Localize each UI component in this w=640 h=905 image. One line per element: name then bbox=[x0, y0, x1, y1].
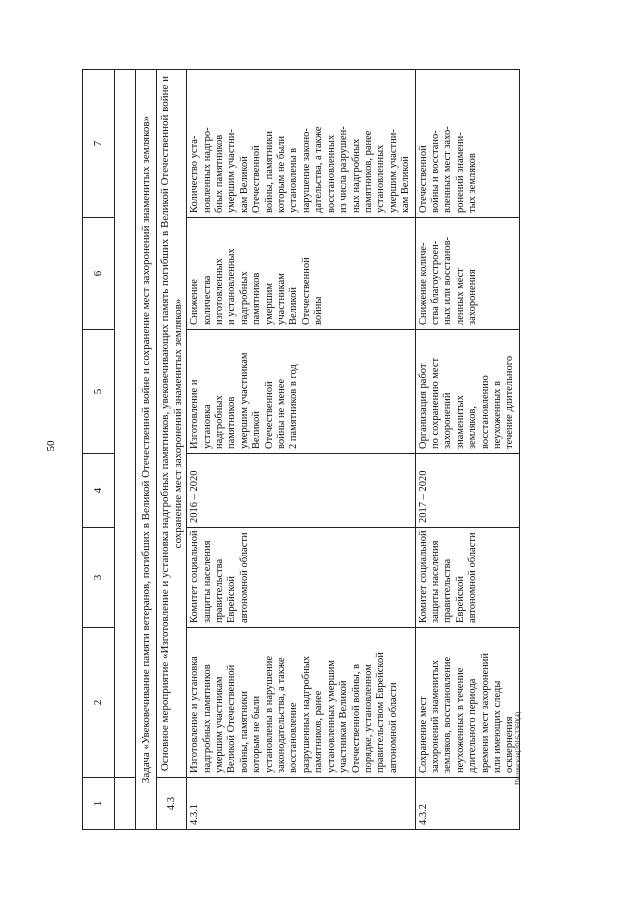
header-cell-1: 1 bbox=[83, 778, 115, 830]
program-table bbox=[82, 69, 520, 830]
blank-cell bbox=[115, 778, 136, 830]
rotated-table-container bbox=[82, 70, 602, 830]
footer-doc-code: Пилинская(2016-3360(4) bbox=[514, 711, 522, 785]
header-cell-7: 7 bbox=[83, 70, 115, 218]
indicator-cell: Количество уста- новленных надгро- бных памятников умершим участни- кам Великой Отечественной войны, памятники которым не были установлены в нарушение законо- дательства, а также восстановленных из числа разрушен- ных надгробных памятников, ранее установленных умершим участни- кам Великой bbox=[187, 70, 415, 218]
header-cell-3: 3 bbox=[83, 528, 115, 628]
period-cell: 2016 – 2020 bbox=[187, 454, 415, 528]
task-row bbox=[136, 70, 157, 830]
header-cell-6: 6 bbox=[83, 218, 115, 330]
executor-cell: Комитет социальной защиты населения правительства Еврейской автономной области bbox=[415, 528, 519, 628]
blank-row bbox=[115, 70, 136, 830]
table-row bbox=[187, 70, 415, 830]
indicator-cell: Отечественной войны и восстано- вленных мест захо- ронений знамени- тых земляков bbox=[415, 70, 519, 218]
row-number: 4.3.2 bbox=[415, 778, 519, 830]
header-row bbox=[83, 70, 115, 830]
main-activity-text: Основное мероприятие «Изготовление и установка надгробных памятников, увековечивающих память погибших в Великой Отечественной войне и сохранение мест захоронений знаменитых земляков» bbox=[157, 70, 187, 778]
result-cell: Изготовление и установка надгробных памятников умершим участникам Великой Отечественной войны не менее 2 памятников в год bbox=[187, 330, 415, 454]
task-title: Задача «Увековечивание памяти ветеранов, погибших в Великой Отечественной войне и сохранение мест захоронений знаменитых земляков» bbox=[136, 70, 157, 830]
activity-cell: Изготовление и установка надгробных памятников умершим участникам Великой Отечественной войны, памятники которым не были установлены в нарушение законодательства, а также восстановление разрушенных надгробных памятников, ранее установленных умершим участникам Великой Отечественной войны, в порядке, установленном правительством Еврейской автономной области bbox=[187, 628, 415, 778]
header-cell-5: 5 bbox=[83, 330, 115, 454]
blank-span-cell bbox=[115, 70, 136, 778]
consequence-cell: Снижение количе- ства благоустроен- ных или восстанов- ленных мест захоронения bbox=[415, 218, 519, 330]
period-cell: 2017 – 2020 bbox=[415, 454, 519, 528]
page-number: 50 bbox=[45, 440, 57, 452]
main-activity-row bbox=[157, 70, 187, 830]
executor-cell: Комитет социальной защиты населения правительства Еврейской автономной области bbox=[187, 528, 415, 628]
row-number: 4.3.1 bbox=[187, 778, 415, 830]
table-row bbox=[415, 70, 519, 830]
activity-cell: Сохранение мест захоронений знаменитых земляков, восстановление неухоженных в течение длительного периода времени мест захоронений или имеющих следы осквернения bbox=[415, 628, 519, 778]
result-cell: Организация работ по сохранению мест захоронений знаменитых земляков, восстановлению неухоженных в течение длительного bbox=[415, 330, 519, 454]
main-activity-number: 4.3 bbox=[157, 778, 187, 830]
header-cell-2: 2 bbox=[83, 628, 115, 778]
header-cell-4: 4 bbox=[83, 454, 115, 528]
consequence-cell: Снижение количества изготовленных и установленных надгробных памятников умершим участникам Великой Отечественной войны bbox=[187, 218, 415, 330]
